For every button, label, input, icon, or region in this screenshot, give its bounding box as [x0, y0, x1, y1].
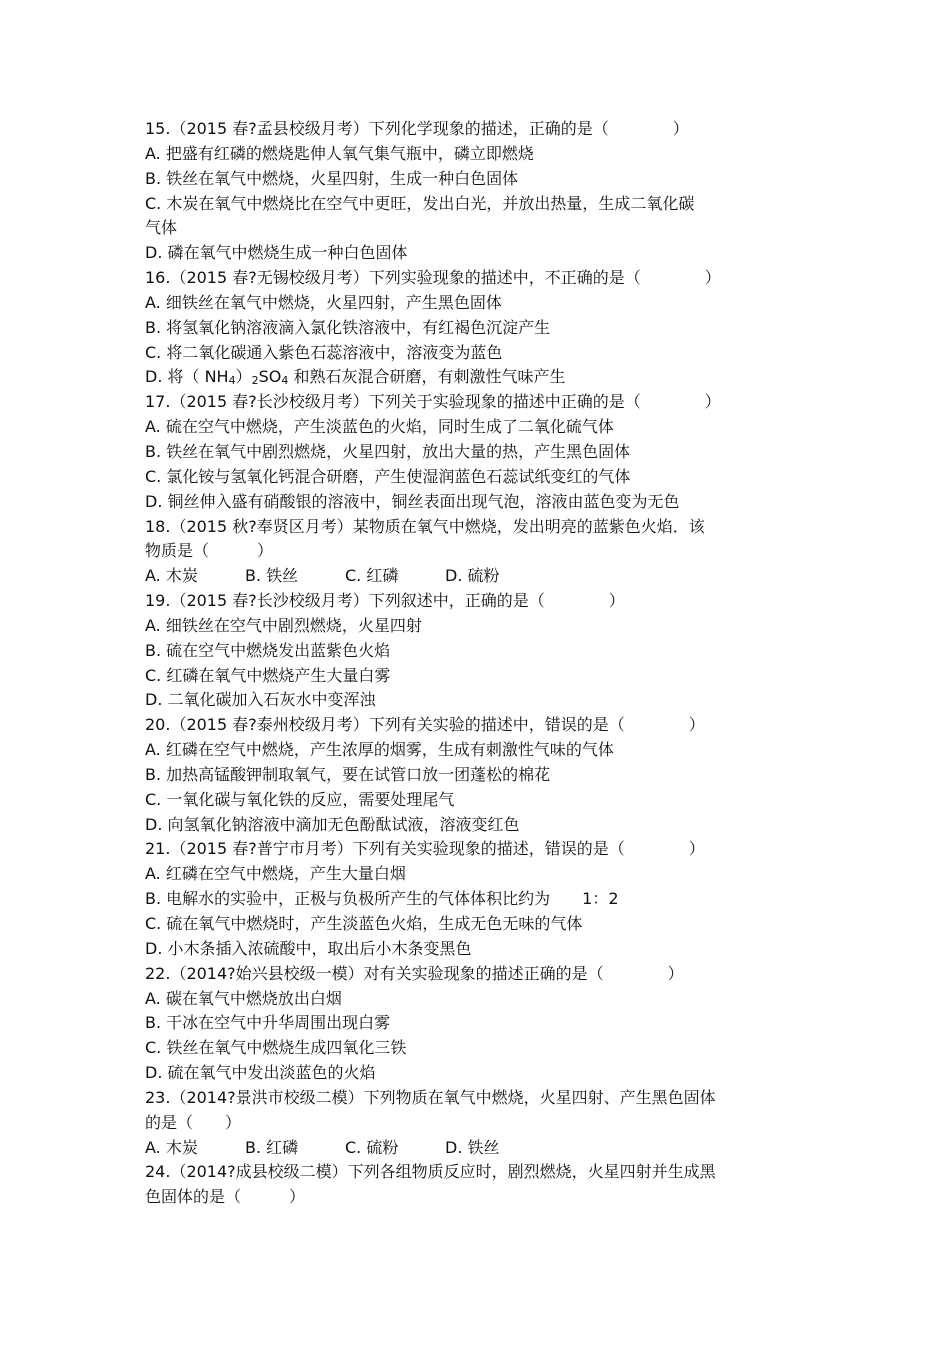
question-21-option-a: A. 红磷在空气中燃烧，产生大量白烟 [145, 864, 406, 884]
question-16-option-c: C. 将二氧化碳通入紫色石蕊溶液中，溶液变为蓝色 [145, 342, 503, 362]
question-19-option-d: D. 二氧化碳加入石灰水中变浑浊 [145, 690, 376, 710]
question-19-option-a: A. 细铁丝在空气中剧烈燃烧，火星四射 [145, 615, 422, 635]
question-22-option-d: D. 硫在氧气中发出淡蓝色的火焰 [145, 1063, 376, 1083]
question-16-option-a: A. 细铁丝在氧气中燃烧，火星四射，产生黑色固体 [145, 292, 502, 312]
question-23-option-d: D. 铁丝 [445, 1137, 500, 1157]
question-16-option-b: B. 将氢氧化钠溶液滴入氯化铁溶液中，有红褐色沉淀产生 [145, 317, 551, 337]
question-17-option-a: A. 硫在空气中燃烧，产生淡蓝色的火焰，同时生成了二氧化硫气体 [145, 417, 614, 437]
option-d-rest: 和熟石灰混合研磨，有刺激性气味产生 [288, 367, 566, 387]
question-20-option-c: C. 一氧化碳与氧化铁的反应，需要处理尾气 [145, 789, 455, 809]
question-23-stem: 23.（2014?景洪市校级二模）下列物质在氧气中燃烧，火星四射、产生黑色固体 [145, 1087, 716, 1107]
question-18-option-d: D. 硫粉 [445, 566, 500, 586]
question-20-stem: 20.（2015 春?泰州校级月考）下列有关实验的描述中，错误的是（ ） [145, 715, 705, 735]
option-d-so: SO [258, 367, 282, 387]
question-22-option-a: A. 碳在氧气中燃烧放出白烟 [145, 988, 342, 1008]
question-19-stem: 19.（2015 春?长沙校级月考）下列叙述中，正确的是（ ） [145, 591, 625, 611]
question-15-option-c-continued: 气体 [145, 218, 178, 238]
question-19-option-c: C. 红磷在氧气中燃烧产生大量白雾 [145, 665, 391, 685]
question-21-stem: 21.（2015 春?普宁市月考）下列有关实验现象的描述，错误的是（ ） [145, 839, 705, 859]
question-24-stem-continued: 色固体的是（ ） [145, 1187, 306, 1207]
question-23-stem-continued: 的是（ ） [145, 1112, 242, 1132]
question-15-option-b: B. 铁丝在氧气中燃烧，火星四射，生成一种白色固体 [145, 168, 519, 188]
question-23-option-c: C. 硫粉 [345, 1137, 399, 1157]
question-18-option-b: B. 铁丝 [245, 566, 299, 586]
subscript-2: 2 [251, 374, 259, 388]
question-20-option-a: A. 红磷在空气中燃烧，产生浓厚的烟雾，生成有刺激性气味的气体 [145, 740, 614, 760]
question-18-stem: 18.（2015 秋?奉贤区月考）某物质在氧气中燃烧，发出明亮的蓝紫色火焰．该 [145, 516, 705, 536]
question-17-option-b: B. 铁丝在氧气中剧烈燃烧，火星四射，放出大量的热，产生黑色固体 [145, 441, 631, 461]
question-16-stem: 16.（2015 春?无锡校级月考）下列实验现象的描述中，不正确的是（ ） [145, 268, 721, 288]
question-15-option-d: D. 磷在氧气中燃烧生成一种白色固体 [145, 243, 408, 263]
question-24-stem: 24.（2014?成县校级二模）下列各组物质反应时，剧烈燃烧，火星四射并生成黑 [145, 1162, 716, 1182]
question-20-option-b: B. 加热高锰酸钾制取氧气，要在试管口放一团蓬松的棉花 [145, 764, 551, 784]
question-21-option-d: D. 小木条插入浓硫酸中，取出后小木条变黑色 [145, 938, 472, 958]
question-15-option-c: C. 木炭在氧气中燃烧比在空气中更旺，发出白光，并放出热量，生成二氧化碳 [145, 193, 695, 213]
subscript-4b: 4 [281, 374, 289, 388]
question-15-option-a: A. 把盛有红磷的燃烧匙伸人氧气集气瓶中，磷立即燃烧 [145, 143, 534, 163]
question-18-option-a: A. 木炭 [145, 566, 198, 586]
question-22-option-c: C. 铁丝在氧气中燃烧生成四氧化三铁 [145, 1038, 407, 1058]
question-18-option-c: C. 红磷 [345, 566, 399, 586]
question-20-option-d: D. 向氢氧化钠溶液中滴加无色酚酞试液，溶液变红色 [145, 814, 520, 834]
question-17-option-d: D. 铜丝伸入盛有硝酸银的溶液中，铜丝表面出现气泡，溶液由蓝色变为无色 [145, 491, 680, 511]
question-21-option-c: C. 硫在氧气中燃烧时，产生淡蓝色火焰，生成无色无味的气体 [145, 914, 583, 933]
question-17-option-c: C. 氯化铵与氢氧化钙混合研磨，产生使湿润蓝色石蕊试纸变红的气体 [145, 466, 631, 486]
question-list [145, 117, 785, 1210]
question-23-option-a: A. 木炭 [145, 1137, 198, 1157]
question-18-options [145, 564, 785, 589]
question-17-stem: 17.（2015 春?长沙校级月考）下列关于实验现象的描述中正确的是（ ） [145, 392, 721, 412]
question-16-option-d [145, 365, 785, 390]
subscript-4: 4 [228, 374, 236, 388]
question-21-option-b: B. 电解水的实验中，正极与负极所产生的气体体积比约为 1：2 [145, 889, 619, 909]
question-23-option-b: B. 红磷 [245, 1137, 299, 1157]
question-23-options [145, 1136, 785, 1161]
question-22-option-b: B. 干冰在空气中升华周围出现白雾 [145, 1013, 391, 1033]
option-d-paren: ） [235, 367, 252, 387]
question-22-stem: 22.（2014?始兴县校级一模）对有关实验现象的描述正确的是（ ） [145, 963, 684, 983]
option-d-prefix: D. 将（ NH [145, 367, 229, 387]
question-19-option-b: B. 硫在空气中燃烧发出蓝紫色火焰 [145, 640, 391, 660]
question-15-stem: 15.（2015 春?孟县校级月考）下列化学现象的描述，正确的是（ ） [145, 119, 689, 138]
question-18-stem-continued: 物质是（ ） [145, 541, 274, 561]
